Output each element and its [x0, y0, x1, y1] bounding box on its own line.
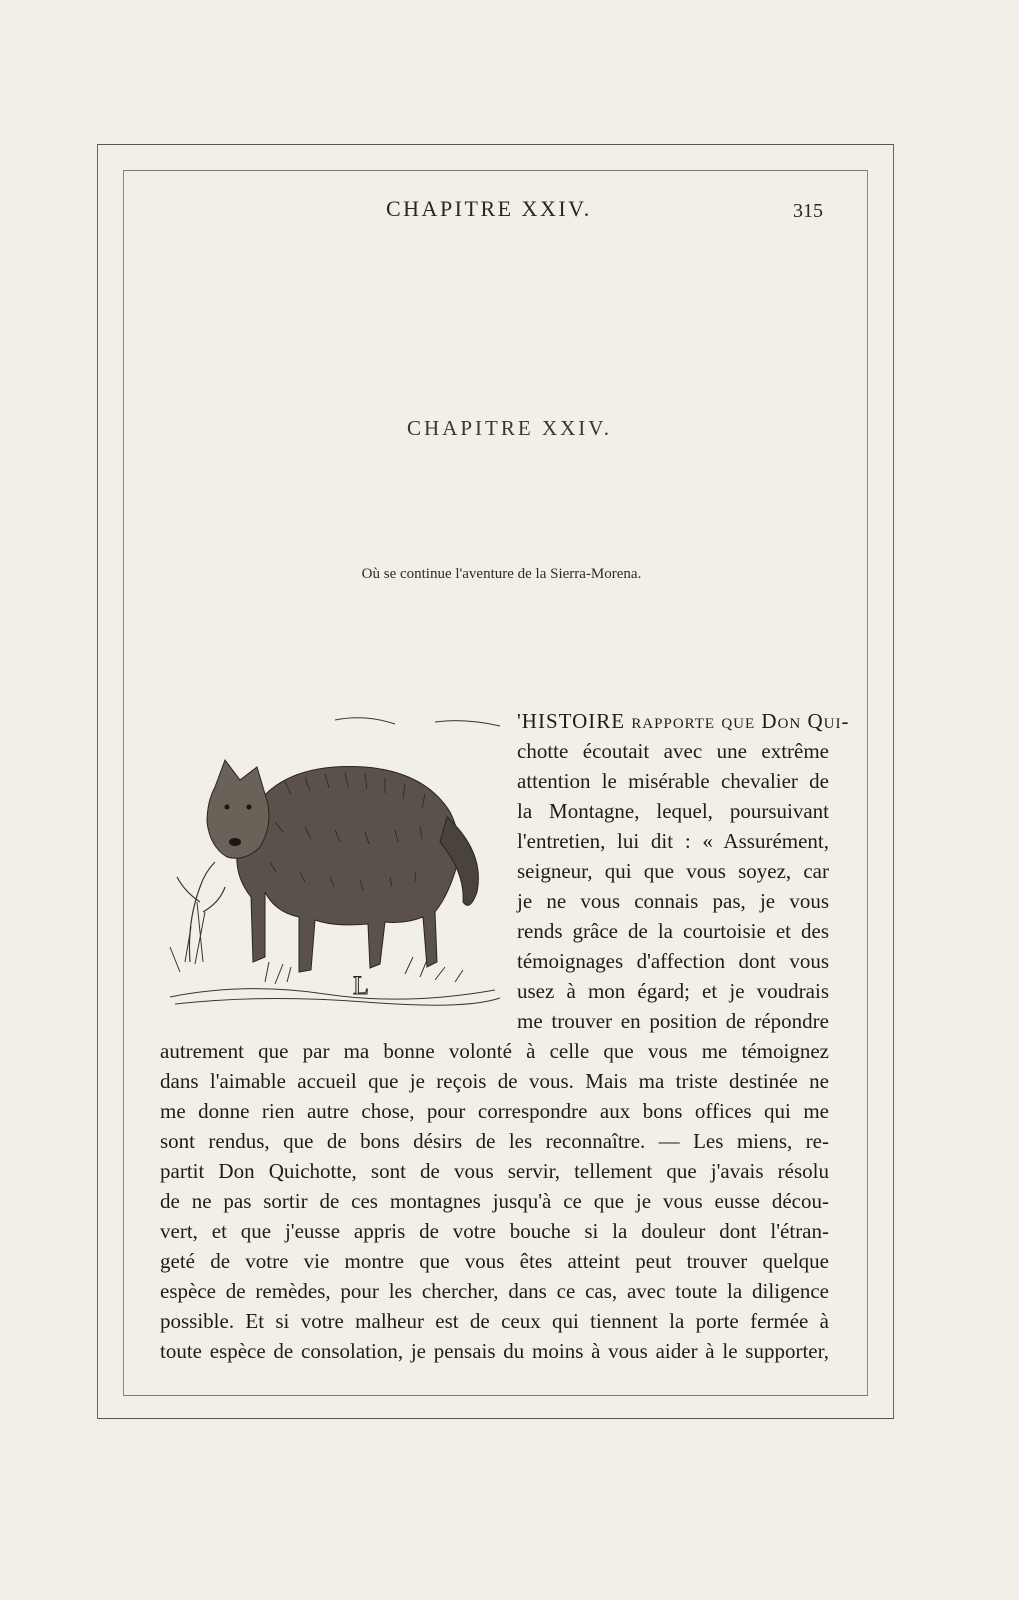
text-line-wrapped: témoignages d'affection dont vous	[517, 949, 829, 973]
text-line-full: possible. Et si votre malheur est de ceux qui tiennent la porte fermée à	[160, 1309, 829, 1333]
text-line-full: autrement que par ma bonne volonté à celle que vous me témoignez	[160, 1039, 829, 1063]
drop-cap-letter: L	[353, 971, 369, 1000]
text-line-wrapped: la Montagne, lequel, poursuivant	[517, 799, 829, 823]
running-head: CHAPITRE XXIV.	[386, 196, 592, 221]
wolf-illustration	[165, 712, 510, 1027]
text-line-wrapped: attention le misérable chevalier de	[517, 769, 829, 793]
text-line-wrapped: me trouver en position de répondre	[517, 1009, 829, 1033]
text-line-full: me donne rien autre chose, pour correspondre aux bons offices qui me	[160, 1099, 829, 1123]
chapter-title: CHAPITRE XXIV.	[407, 416, 612, 440]
text-line-wrapped: seigneur, qui que vous soyez, car	[517, 859, 829, 883]
text-line-full: de ne pas sortir de ces montagnes jusqu'à ce que je vous eusse décou-	[160, 1189, 829, 1213]
text-line-full: dans l'aimable accueil que je reçois de vous. Mais ma triste destinée ne	[160, 1069, 829, 1093]
chapter-subtitle: Où se continue l'aventure de la Sierra-Morena.	[361, 566, 642, 582]
text-line-full: toute espèce de consolation, je pensais du moins à vous aider à le supporter,	[160, 1339, 829, 1363]
text-line-full: espèce de remèdes, pour les chercher, dans ce cas, avec toute la diligence	[160, 1279, 829, 1303]
text-line-wrapped: l'entretien, lui dit : « Assurément,	[517, 829, 829, 853]
text-line-full: sont rendus, que de bons désirs de les reconnaître. — Les miens, re-	[160, 1129, 829, 1153]
text-line-wrapped: chotte écoutait avec une extrême	[517, 739, 829, 763]
page-number: 315	[793, 200, 823, 222]
text-line-full: partit Don Quichotte, sont de vous servir, tellement que j'avais résolu	[160, 1159, 829, 1183]
text-line-wrapped: je ne vous connais pas, je vous	[517, 889, 829, 913]
text-line-wrapped: 'HISTOIRE rapporte que Don Qui-	[517, 709, 850, 733]
text-line-wrapped: rends grâce de la courtoisie et des	[517, 919, 829, 943]
text-line-full: vert, et que j'eusse appris de votre bouche si la douleur dont l'étran-	[160, 1219, 829, 1243]
text-line-full: geté de votre vie montre que vous êtes atteint peut trouver quelque	[160, 1249, 829, 1273]
text-line-wrapped: usez à mon égard; et je voudrais	[517, 979, 829, 1003]
